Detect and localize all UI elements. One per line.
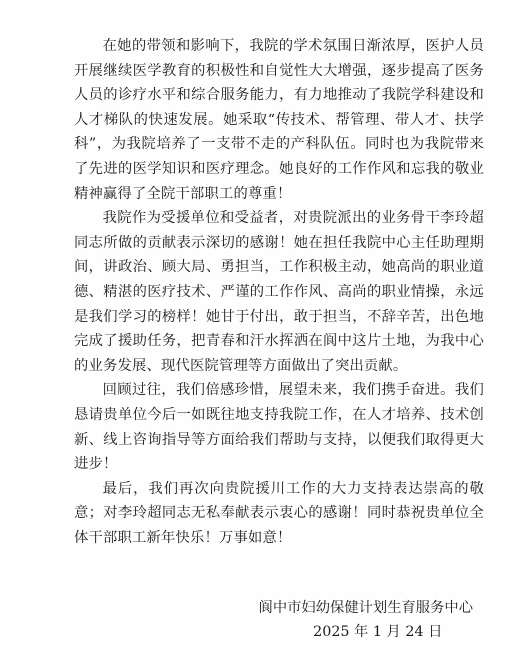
letter-body [74,34,484,550]
paragraph-gratitude: 我院作为受援单位和受益者，对贵院派出的业务骨干李玲超同志所做的贡献表示深切的感谢！她在担任我院中心主任助理期间，讲政治、顾大局、勇担当，工作积极主动，她高尚的职业道德、精湛的医疗技术、严谨的工作作风、高尚的职业情操，永远是我们学习的榜样！她甘于付出，敢于担当，不辞辛苦，出色地完成了援助任务，把青春和汗水挥洒在阆中这片土地，为我中心的业务发展、现代医院管理等方面做出了突出贡献。 [74,210,484,374]
signature-organization: 阆中市妇幼保健计划生育服务中心 [258,600,473,616]
paragraph-influence: 在她的带领和影响下，我院的学术氛围日渐浓厚，医护人员开展继续医学教育的积极性和自觉性大大增强，逐步提高了医务人员的诊疗水平和综合服务能力，有力地推动了我院学科建设和人才梯队的快速发展。她采取“传技术、帮管理、带人才、扶学科”，为我院培养了一支带不走的产科队伍。同时也为我院带来了先进的医学知识和医疗理念。她良好的工作作风和忘我的敬业精神赢得了全院干部职工的尊重！ [74,38,484,202]
paragraph-outlook: 回顾过往，我们倍感珍惜，展望未来，我们携手奋进。我们恳请贵单位今后一如既往地支持我院工作，在人才培养、技术创新、线上咨询指导等方面给我们帮助与支持，以便我们取得更大进步！ [74,382,484,473]
paragraph-closing: 最后，我们再次向贵院援川工作的大力支持表达崇高的敬意；对李玲超同志无私奉献表示衷心的感谢！同时恭祝贵单位全体干部职工新年快乐！万事如意！ [74,480,484,546]
signature-date: 2025 年 1 月 24 日 [313,624,443,640]
signature-block [259,596,473,644]
